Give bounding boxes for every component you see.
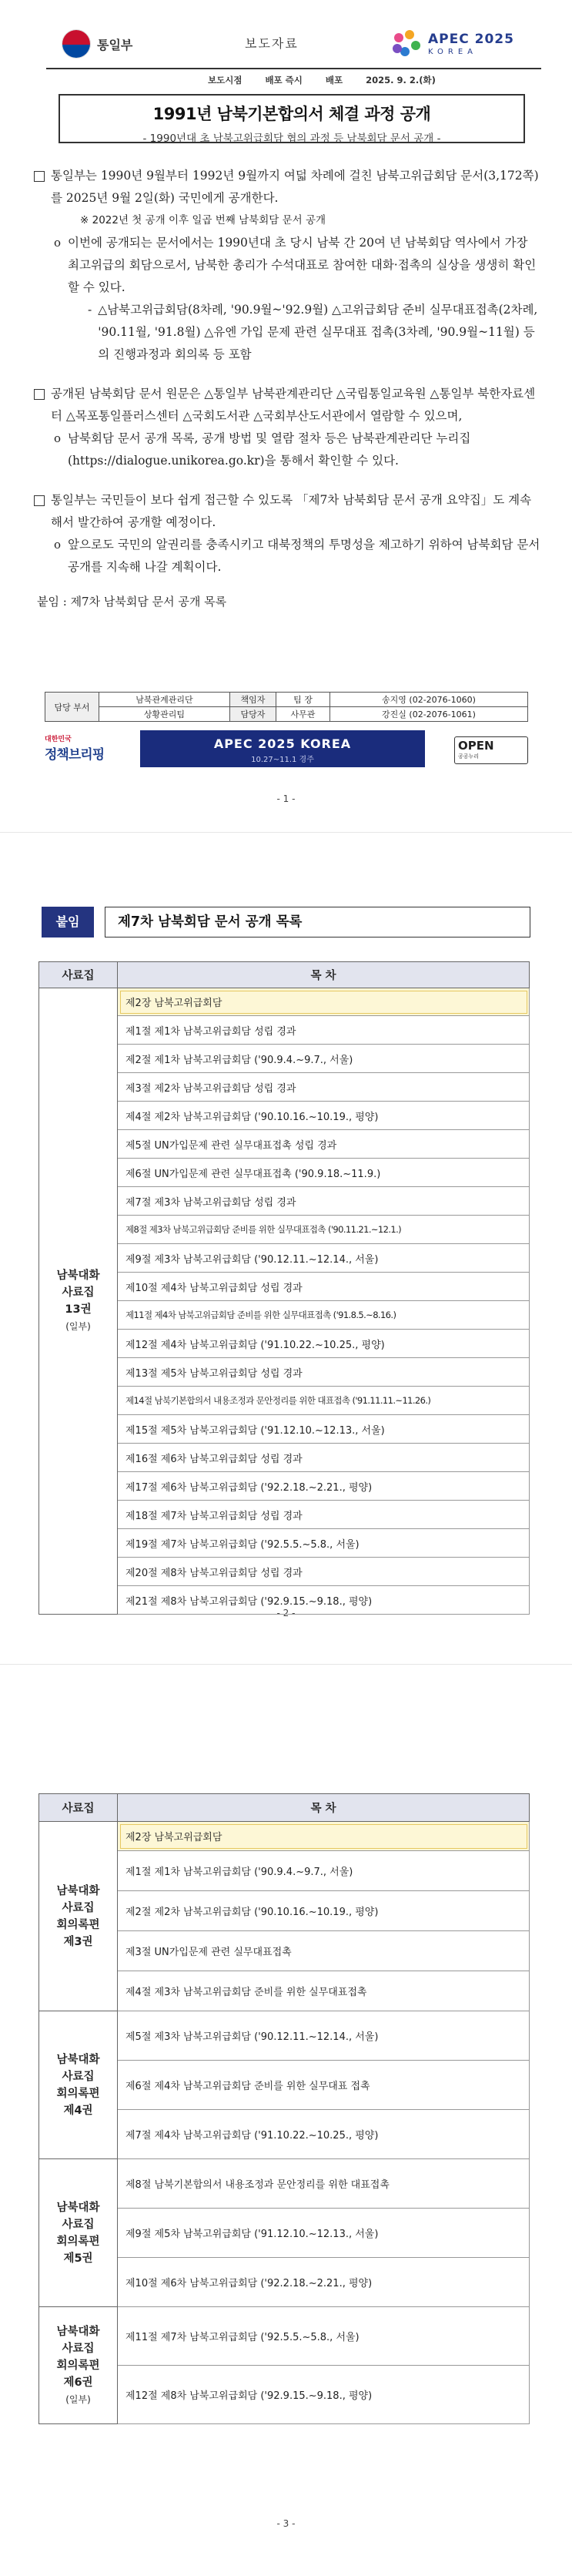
section-cell: [118, 1501, 530, 1529]
apec-logo-text: APEC 2025: [428, 32, 514, 48]
circle-bullet-icon: o: [54, 236, 62, 250]
page-1: [0, 0, 572, 832]
paragraph-1-sub: o 이번에 공개되는 문서에서는 1990년대 초 당시 남북 간 20여 년 남북회담 역사에서 가장 최고위급의 회담으로서, 남북한 총리가 수석대표로 참여한 대화·접촉의 실상을 생생히 확인할 수 있다.: [34, 232, 542, 299]
paragraph-3: 통일부는 국민들이 보다 쉽게 접근할 수 있도록 「제7차 남북회담 문서 공개 요약집」도 계속해서 발간하여 공개할 예정이다.: [34, 489, 542, 534]
col-header-volume: 사료집: [39, 1794, 118, 1822]
section-cell: [118, 1159, 530, 1187]
section-label: 제21절 제8차 남북고위급회담 ('92.9.15.~9.18., 평양): [125, 1595, 373, 1608]
section-label: 제1절 제1차 남북고위급회담 ('90.9.4.~9.7., 서울): [125, 1867, 353, 1878]
volume-cell: [39, 1822, 118, 2011]
section-label: 제13절 제5차 남북고위급회담 성립 경과: [125, 1367, 303, 1380]
section-cell: [118, 1358, 530, 1387]
chapter-cell: [118, 1822, 530, 1851]
volume-label: 제3권: [63, 1935, 93, 1948]
section-label: 제1절 제1차 남북고위급회담 성립 경과: [125, 1025, 296, 1038]
section-cell: [118, 1558, 530, 1586]
contact-role-1: 책임자: [230, 693, 276, 707]
section-cell: [118, 1045, 530, 1073]
volume-label: 제6권: [63, 2376, 93, 2389]
section-cell: [118, 1387, 530, 1415]
contact-table: [45, 692, 528, 722]
section-label: 제3절 UN가입문제 관련 실무대표접촉: [125, 1947, 292, 1958]
table-row: [39, 2011, 530, 2061]
section-cell: [118, 1330, 530, 1358]
dash-bullet-icon: -: [88, 303, 92, 317]
section-cell: [118, 1187, 530, 1216]
section-label: 제10절 제4차 남북고위급회담 성립 경과: [125, 1282, 303, 1294]
volume-label: 사료집: [62, 2342, 95, 2355]
section-label: 제11절 제7차 남북고위급회담 ('92.5.5.~5.8., 서울): [125, 2332, 360, 2343]
volume-cell: [39, 2307, 118, 2424]
meta-value-distribution: 2025. 9. 2.(화): [366, 75, 436, 86]
section-label: 제2장 남북고위급회담: [125, 998, 222, 1009]
paragraph-3-sub: o 앞으로도 국민의 알권리를 충족시키고 대북정책의 투명성을 제고하기 위하여 남북회담 문서 공개를 지속해 나갈 계획이다.: [34, 534, 542, 579]
square-bullet-icon: [34, 389, 45, 400]
section-cell: [118, 1529, 530, 1558]
paragraph-1-dash: - △남북고위급회담(8차례, '90.9월~'92.9월) △고위급회담 준비 실무대표접촉(2차례, '90.11월, '91.8월) △유엔 가입 문제 관련 실무대표 접촉(3차례, '90.9월~11월) 등의 진행과정과 회의록 등 포함: [34, 299, 542, 366]
paragraph-1: 통일부는 1990년 9월부터 1992년 9월까지 여덟 차례에 걸친 남북고위급회담 문서(3,172쪽)를 2025년 9월 2일(화) 국민에게 공개한다.: [34, 165, 542, 210]
release-meta: [208, 74, 436, 86]
square-bullet-icon: [34, 495, 45, 506]
apec-logo-subtext: KOREA: [428, 48, 477, 57]
ministry-name: 통일부: [97, 37, 133, 52]
square-bullet-icon: [34, 171, 45, 182]
section-label: 제12절 제4차 남북고위급회담 ('91.10.22.~10.25., 평양): [125, 1339, 385, 1351]
section-cell: [118, 1415, 530, 1444]
toc-table-minutes: [38, 1793, 530, 2424]
volume-label: 제5권: [63, 2252, 93, 2265]
taegeuk-emblem-icon: [62, 29, 91, 59]
volume-label: 남북대화: [56, 2201, 100, 2214]
page-title: 1991년 남북기본합의서 체결 과정 공개: [152, 105, 431, 123]
volume-label: 사료집: [62, 2218, 95, 2231]
section-cell: [118, 2061, 530, 2110]
section-label: 제9절 제3차 남북고위급회담 ('90.12.11.~12.14., 서울): [125, 1253, 379, 1266]
section-label: 제3절 제2차 남북고위급회담 성립 경과: [125, 1082, 296, 1095]
section-cell: [118, 2209, 530, 2258]
volume-note: (일부): [65, 1321, 91, 1332]
section-label: 제8절 남북기본합의서 내용조정과 문안정리를 위한 대표접촉: [125, 2179, 390, 2191]
chapter-cell: [118, 988, 530, 1016]
volume-label: 회의록편: [56, 2359, 100, 2372]
ministry-logo: [62, 26, 162, 62]
section-cell: [118, 1073, 530, 1102]
circle-bullet-icon: o: [54, 538, 62, 552]
section-label: 제19절 제7차 남북고위급회담 ('92.5.5.~5.8., 서울): [125, 1538, 360, 1551]
section-cell: [118, 2011, 530, 2061]
section-label: 제14절 남북기본합의서 내용조정과 문안정리를 위한 대표접촉 ('91.11.11.~11.26.): [125, 1395, 431, 1406]
press-body: [34, 165, 542, 579]
section-label: 제10절 제6차 남북고위급회담 ('92.2.18.~2.21., 평양): [125, 2278, 373, 2289]
section-label: 제2절 제2차 남북고위급회담 ('90.10.16.~10.19., 평양): [125, 1907, 379, 1918]
contact-role-2: 담당자: [230, 707, 276, 722]
volume-label: 회의록편: [56, 2235, 100, 2248]
section-label: 제12절 제8차 남북고위급회담 ('92.9.15.~9.18., 평양): [125, 2390, 373, 2402]
volume-cell: [39, 988, 118, 1615]
table-row: [39, 1822, 530, 1851]
section-label: 제16절 제6차 남북고위급회담 성립 경과: [125, 1453, 303, 1465]
volume-label: 남북대화: [56, 2053, 100, 2066]
section-cell: [118, 1216, 530, 1244]
section-label: 제6절 UN가입문제 관련 실무대표접촉 ('90.9.18.~11.9.): [125, 1168, 381, 1180]
section-cell: [118, 1586, 530, 1615]
section-label: 제15절 제5차 남북고위급회담 ('91.12.10.~12.13., 서울): [125, 1424, 385, 1437]
section-label: 제5절 UN가입문제 관련 실무대표접촉 성립 경과: [125, 1139, 337, 1152]
section-label: 제7절 제3차 남북고위급회담 성립 경과: [125, 1196, 296, 1209]
title-box: [59, 94, 525, 143]
section-cell: [118, 1851, 530, 1891]
section-label: 제8절 제3차 남북고위급회담 준비를 위한 실무대표접촉 ('90.11.21.~12.1.): [125, 1224, 402, 1235]
apec-logo: [393, 28, 516, 62]
volume-label: 사료집: [62, 1901, 95, 1914]
section-label: 제9절 제5차 남북고위급회담 ('91.12.10.~12.13., 서울): [125, 2229, 379, 2240]
section-label: 제4절 제3차 남북고위급회담 준비를 위한 실무대표접촉: [125, 1987, 367, 1998]
section-label: 제5절 제3차 남북고위급회담 ('90.12.11.~12.14., 서울): [125, 2031, 379, 2043]
attachment-title: 제7차 남북회담 문서 공개 목록: [105, 907, 530, 937]
table-row: [39, 2159, 530, 2209]
section-label: 제4절 제2차 남북고위급회담 ('90.10.16.~10.19., 평양): [125, 1111, 379, 1123]
col-header-volume: 사료집: [39, 962, 118, 988]
section-cell: [118, 1130, 530, 1159]
section-cell: [118, 1971, 530, 2011]
section-label: 제18절 제7차 남북고위급회담 성립 경과: [125, 1510, 303, 1522]
volume-label: 회의록편: [56, 1918, 100, 1931]
page-number-2: - 2 -: [276, 1608, 296, 1618]
section-cell: [118, 2159, 530, 2209]
section-cell: [118, 1444, 530, 1472]
volume-label: 사료집: [62, 1286, 95, 1299]
section-label: 제6절 제4차 남북고위급회담 준비를 위한 실무대표 접촉: [125, 2081, 370, 2092]
volume-cell: [39, 2159, 118, 2307]
volume-label: 13권: [65, 1303, 92, 1316]
toc-table-13: [38, 961, 530, 1615]
section-label: 제17절 제6차 남북고위급회담 ('92.2.18.~2.21., 평양): [125, 1481, 373, 1494]
col-header-contents: 목 차: [118, 1794, 530, 1822]
volume-label: 회의록편: [56, 2087, 100, 2100]
section-cell: [118, 1891, 530, 1931]
section-cell: [118, 1102, 530, 1130]
contact-position-1: 팀 장: [276, 693, 330, 707]
contact-position-2: 사무관: [276, 707, 330, 722]
table-row: [39, 2307, 530, 2366]
col-header-contents: 목 차: [118, 962, 530, 988]
attachment-note: 붙임 : 제7차 남북회담 문서 공개 목록: [37, 595, 227, 609]
paragraph-2-sub: o 남북회담 문서 공개 목록, 공개 방법 및 열람 절차 등은 남북관계관리단 누리집(https://dialogue.unikorea.go.kr)을 통해서 확인할 수 있다.: [34, 428, 542, 472]
page-number-1: - 1 -: [276, 793, 296, 804]
section-cell: [118, 1016, 530, 1045]
table-row: [39, 988, 530, 1016]
section-label: 제2장 남북고위급회담: [125, 1832, 222, 1843]
section-label: 제20절 제8차 남북고위급회담 성립 경과: [125, 1567, 303, 1579]
volume-note: (일부): [65, 2393, 91, 2405]
meta-value-release-time: 배포 즉시: [265, 75, 303, 86]
section-label: 제7절 제4차 남북고위급회담 ('91.10.22.~10.25., 평양): [125, 2130, 379, 2142]
contact-dept-1: 남북관계관리단: [99, 693, 230, 707]
volume-label: 사료집: [62, 2070, 95, 2083]
kogl-open-logo: OPEN 공공누리: [454, 736, 528, 764]
apec-dots-icon: [393, 30, 422, 59]
contact-person-1: 송지영 (02-2076-1060): [330, 693, 528, 707]
section-cell: [118, 2258, 530, 2307]
meta-label-distribution: 배포: [325, 75, 343, 86]
doc-kind: 보도자료: [245, 36, 299, 51]
volume-label: 남북대화: [56, 2325, 100, 2338]
page-number-3: - 3 -: [276, 2518, 296, 2529]
contact-person-2: 강진실 (02-2076-1061): [330, 707, 528, 722]
contact-dept-2: 상황관리팀: [99, 707, 230, 722]
contact-dept-label: 담당 부서: [45, 693, 99, 722]
section-cell: [118, 2110, 530, 2159]
apec-banner: APEC 2025 KOREA 10.27~11.1 경주: [140, 730, 425, 767]
section-cell: [118, 1301, 530, 1330]
attachment-badge: 붙임: [42, 907, 94, 937]
section-label: 제11절 제4차 남북고위급회담 준비를 위한 실무대표접촉 ('91.8.5.~8.16.): [125, 1310, 396, 1320]
section-label: 제2절 제1차 남북고위급회담 ('90.9.4.~9.7., 서울): [125, 1054, 353, 1066]
section-cell: [118, 1931, 530, 1971]
policy-briefing-logo: 대한민국 정책브리핑: [45, 736, 105, 763]
header-divider: [46, 68, 541, 69]
volume-label: 제4권: [63, 2104, 93, 2117]
paragraph-1-note: ※ 2022년 첫 공개 이후 일곱 번째 남북회담 문서 공개: [80, 214, 326, 226]
meta-label-release-time: 보도시점: [208, 75, 243, 86]
paragraph-2: 공개된 남북회담 문서 원문은 △통일부 남북관계관리단 △국립통일교육원 △통일부 북한자료센터 △목포통일플러스센터 △국회도서관 △국회부산도서관에서 열람할 수 있으며,: [34, 383, 542, 428]
volume-label: 남북대화: [56, 1884, 100, 1897]
section-cell: [118, 2366, 530, 2424]
section-cell: [118, 1244, 530, 1273]
volume-cell: [39, 2011, 118, 2159]
volume-label: 남북대화: [56, 1270, 100, 1282]
section-cell: [118, 1273, 530, 1301]
circle-bullet-icon: o: [54, 431, 62, 445]
section-cell: [118, 1472, 530, 1501]
page-subtitle: - 1990년대 초 남북고위급회담 협의 과정 등 남북회담 문서 공개 -: [142, 132, 441, 145]
footer-logos: [45, 730, 528, 767]
section-cell: [118, 2307, 530, 2366]
